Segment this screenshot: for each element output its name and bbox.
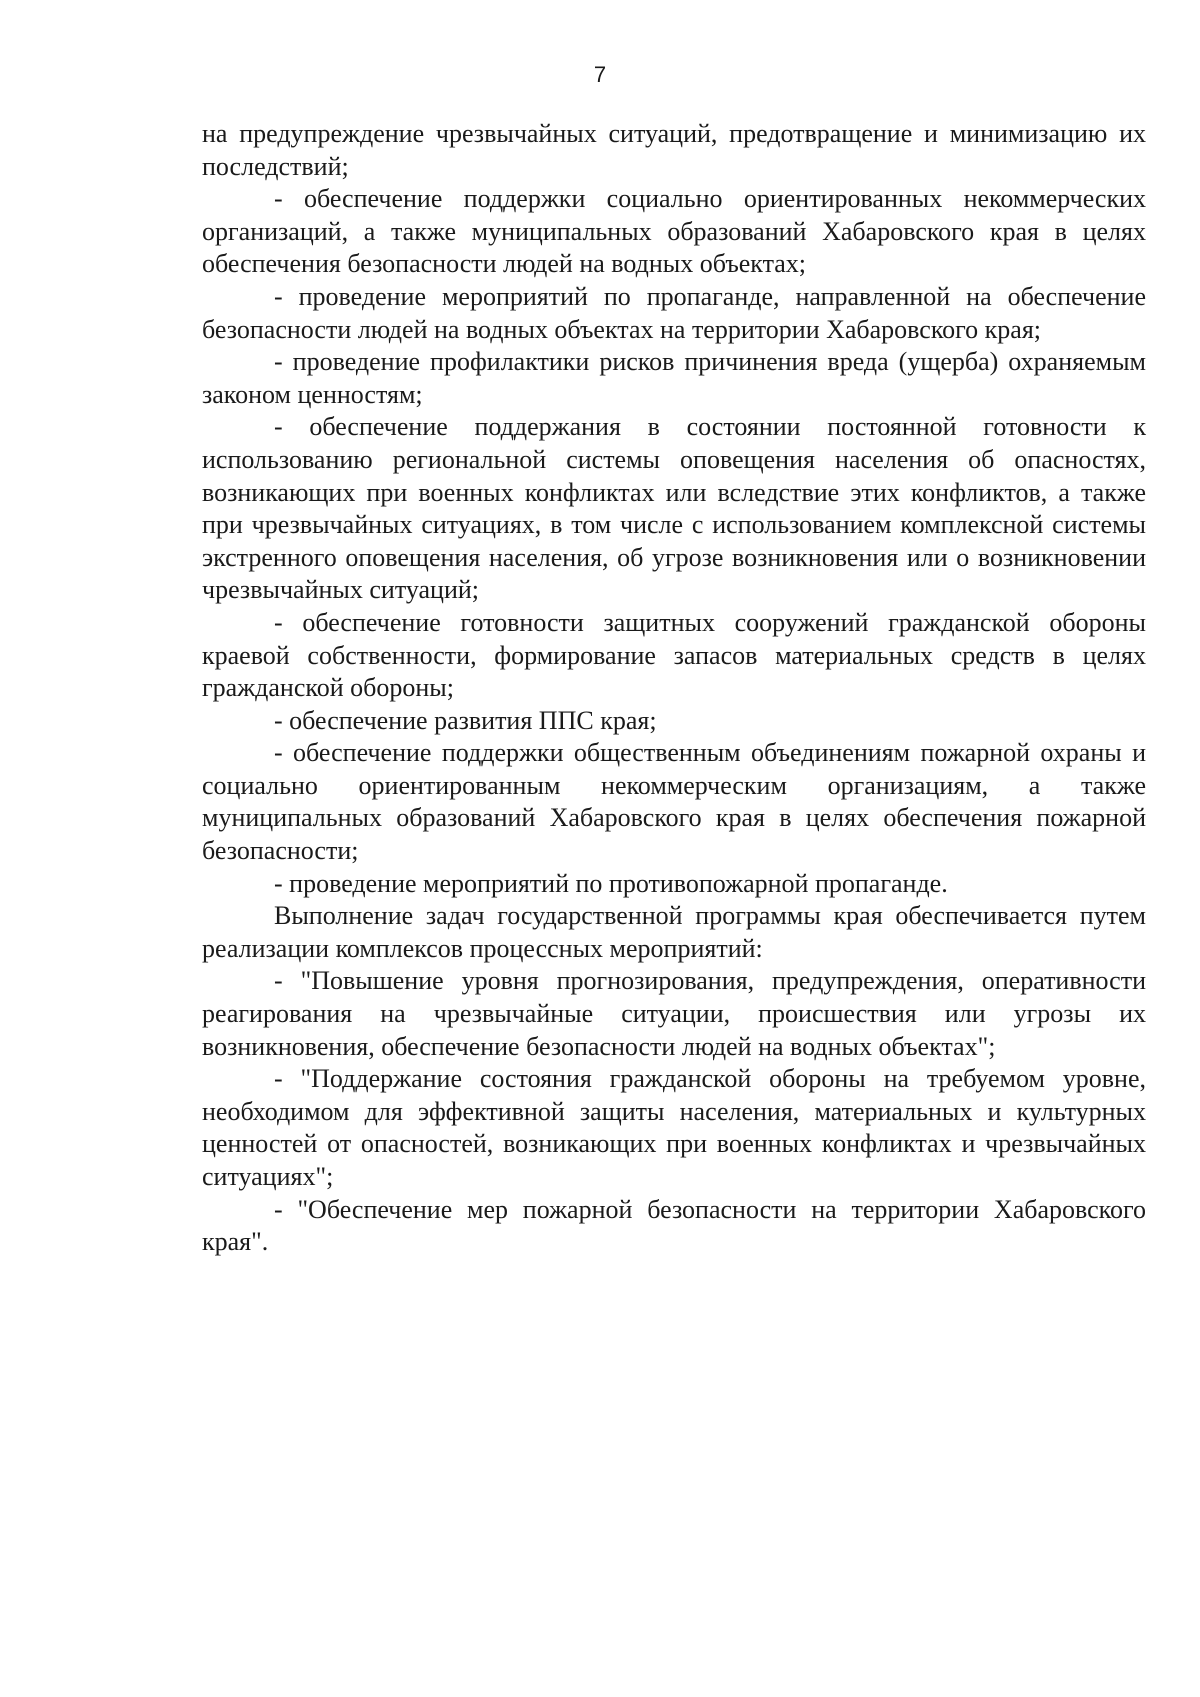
- list-item-complex-forecasting: - "Повышение уровня прогнозирования, предупреждения, оперативности реагирования на чрезвычайные ситуации, происшествия или угрозы их возникновения, обеспечение безопасности людей на водных объектах";: [202, 966, 1146, 1061]
- document-body: [202, 118, 1146, 1259]
- list-item-fire-ngo-support: - обеспечение поддержки общественным объединениям пожарной охраны и социально ориентированным некоммерческим организациям, а также муниципальных образований Хабаровского края в целях обеспечения пожарной безопасности;: [202, 738, 1146, 866]
- paragraph-continuation: на предупреждение чрезвычайных ситуаций, предотвращение и минимизацию их последствий;: [202, 119, 1146, 181]
- list-item-complex-civil-defense: - "Поддержание состояния гражданской обороны на требуемом уровне, необходимом для эффективной защиты населения, материальных и культурных ценностей от опасностей, возникающих при военных конфликтах и чрезвычайных ситуациях";: [202, 1064, 1146, 1191]
- list-item-risk-prevention: - проведение профилактики рисков причинения вреда (ущерба) охраняемым законом ценностям;: [202, 347, 1146, 409]
- paragraph-program-tasks: Выполнение задач государственной программы края обеспечивается путем реализации комплексов процессных мероприятий:: [202, 901, 1146, 963]
- list-item-ngo-support-water: - обеспечение поддержки социально ориентированных некоммерческих организаций, а также муниципальных образований Хабаровского края в целях обеспечения безопасности людей на водных объектах;: [202, 184, 1146, 279]
- list-item-warning-system: - обеспечение поддержания в состоянии постоянной готовности к использованию региональной системы оповещения населения об опасностях, возникающих при военных конфликтах или вследствие этих конфликтов, а также при чрезвычайных ситуациях, в том числе с использованием комплексной системы экстренного оповещения населения, об угрозе возникновения или о возникновении чрезвычайных ситуаций;: [202, 412, 1146, 605]
- list-item-water-safety-propaganda: - проведение мероприятий по пропаганде, направленной на обеспечение безопасности людей на водных объектах на территории Хабаровского края;: [202, 281, 1146, 344]
- list-item-fire-propaganda: - проведение мероприятий по противопожарной пропаганде.: [274, 868, 948, 898]
- page-number: 7: [593, 62, 607, 87]
- list-item-complex-fire-safety: - "Обеспечение мер пожарной безопасности на территории Хабаровского края".: [202, 1194, 1146, 1257]
- list-item-civil-defense-shelters: - обеспечение готовности защитных сооружений гражданской обороны краевой собственности, формирование запасов материальных средств в целях гражданской обороны;: [202, 607, 1146, 703]
- list-item-pps-development: - обеспечение развития ППС края;: [274, 705, 657, 735]
